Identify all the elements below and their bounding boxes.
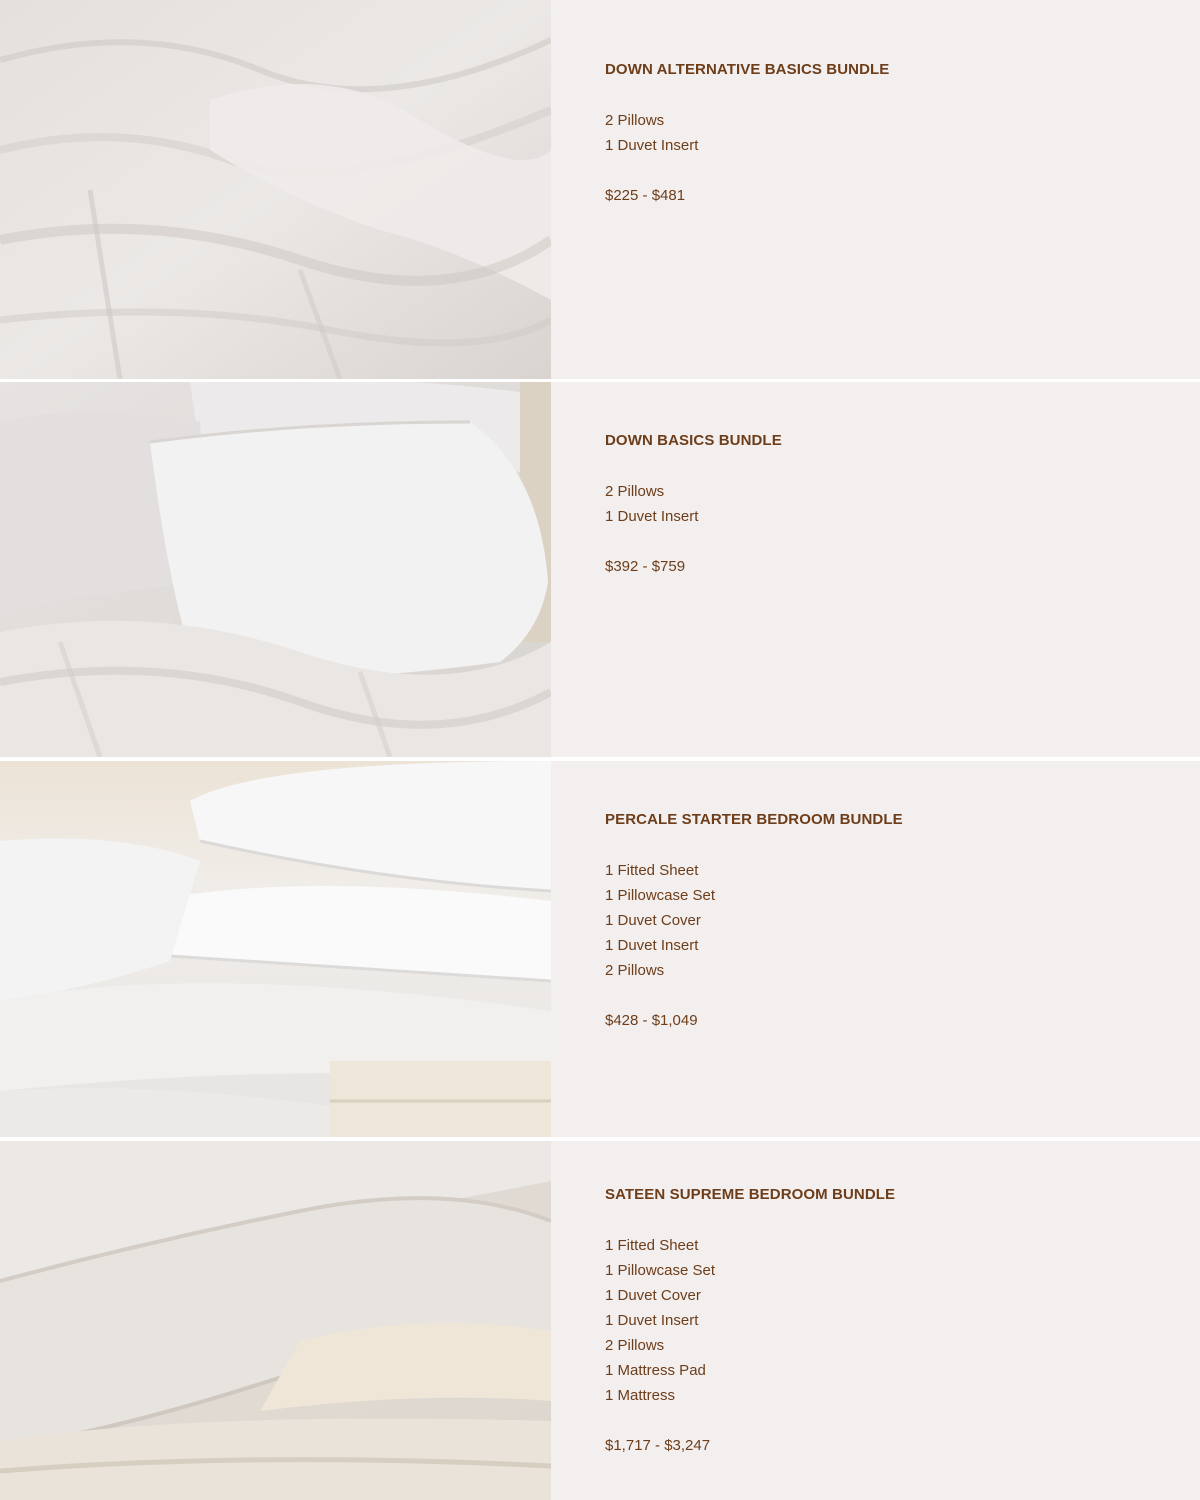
stacked-pillows-photo[interactable]: [0, 761, 551, 1137]
bundle-card-down-alternative[interactable]: [0, 0, 1200, 379]
stacked-pillows-photo-graphic: [0, 761, 551, 1137]
bundle-price: $225 - $481: [605, 187, 686, 204]
list-item: 1 Duvet Insert: [605, 937, 699, 954]
bundle-title[interactable]: SATEEN SUPREME BEDROOM BUNDLE: [605, 1186, 896, 1203]
bundle-title[interactable]: DOWN ALTERNATIVE BASICS BUNDLE: [605, 61, 890, 78]
duvet-photo-graphic: [0, 0, 551, 379]
bundle-title[interactable]: DOWN BASICS BUNDLE: [605, 432, 782, 449]
list-item: 1 Duvet Cover: [605, 1287, 701, 1304]
bundle-info-panel: [551, 761, 1200, 1137]
list-item: 2 Pillows: [605, 112, 665, 129]
list-item: 1 Mattress: [605, 1387, 676, 1404]
folded-duvet-photo[interactable]: [0, 1141, 551, 1500]
list-item: 2 Pillows: [605, 483, 665, 500]
bundle-price: $428 - $1,049: [605, 1012, 698, 1029]
bundle-info-panel: [551, 382, 1200, 757]
folded-duvet-photo-graphic: [0, 1141, 551, 1500]
pillow-duvet-photo-graphic: [0, 382, 551, 757]
bundle-title[interactable]: PERCALE STARTER BEDROOM BUNDLE: [605, 811, 903, 828]
list-item: 1 Pillowcase Set: [605, 1262, 716, 1279]
bundle-card-down-basics[interactable]: [0, 382, 1200, 757]
list-item: 1 Fitted Sheet: [605, 1237, 699, 1254]
bundle-info-panel: [551, 1141, 1200, 1500]
bundle-items-list: [605, 108, 1200, 158]
list-item: 2 Pillows: [605, 962, 665, 979]
list-item: 1 Mattress Pad: [605, 1362, 706, 1379]
list-item: 1 Fitted Sheet: [605, 862, 699, 879]
list-item: 1 Duvet Insert: [605, 508, 699, 525]
list-item: 2 Pillows: [605, 1337, 665, 1354]
bundle-price: $1,717 - $3,247: [605, 1437, 711, 1454]
bundle-items-list: [605, 1233, 1200, 1408]
bundle-price: $392 - $759: [605, 558, 686, 575]
list-item: 1 Pillowcase Set: [605, 887, 716, 904]
bundle-card-percale-starter[interactable]: [0, 761, 1200, 1137]
bundle-info-panel: [551, 0, 1200, 379]
bundle-items-list: [605, 858, 1200, 983]
list-item: 1 Duvet Insert: [605, 137, 699, 154]
bundle-card-sateen-supreme[interactable]: [0, 1141, 1200, 1500]
duvet-photo[interactable]: [0, 0, 551, 379]
list-item: 1 Duvet Insert: [605, 1312, 699, 1329]
bundle-items-list: [605, 479, 1200, 529]
list-item: 1 Duvet Cover: [605, 912, 701, 929]
pillow-duvet-photo[interactable]: [0, 382, 551, 757]
